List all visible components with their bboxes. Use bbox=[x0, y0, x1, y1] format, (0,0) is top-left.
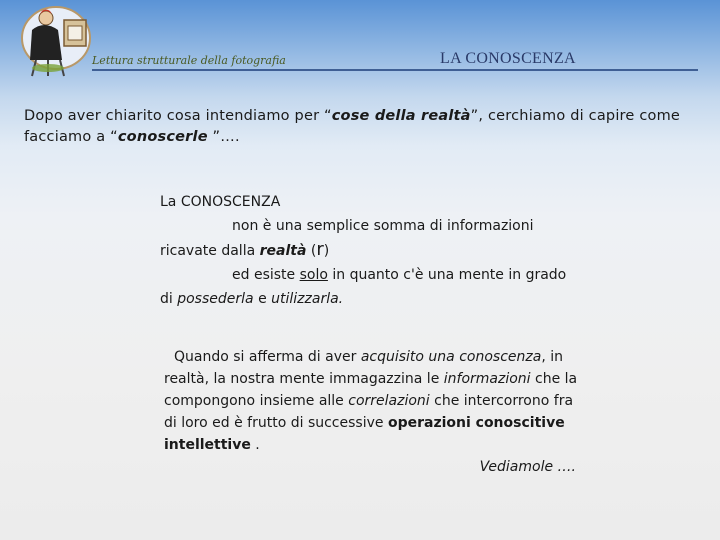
closing-line: Vediamole …. bbox=[479, 459, 576, 475]
reality-symbol: r bbox=[316, 239, 324, 260]
definition-line bbox=[160, 287, 610, 311]
explanation-text: che la compongono insieme alle bbox=[164, 371, 578, 409]
definition-text: ( bbox=[306, 243, 317, 259]
definition-text: e bbox=[253, 291, 272, 307]
definition-emphasis: possederla bbox=[177, 291, 254, 307]
intro-text: ”, cerchiamo di capire come facciamo a “ bbox=[24, 108, 681, 145]
header-divider bbox=[92, 69, 698, 71]
photographer-logo bbox=[18, 4, 96, 78]
definition-emphasis: utilizzarla. bbox=[271, 291, 344, 307]
explanation-paragraph bbox=[164, 346, 584, 478]
intro-emphasis: cose della realtà bbox=[331, 108, 471, 124]
definition-text: ricavate dalla bbox=[160, 243, 260, 259]
explanation-body bbox=[164, 346, 584, 456]
intro-text: Dopo aver chiarito cosa intendiamo per “ bbox=[24, 108, 332, 124]
definition-paragraph bbox=[160, 190, 610, 311]
definition-text: ) bbox=[323, 243, 330, 259]
definition-line bbox=[160, 238, 610, 263]
explanation-text: . bbox=[250, 437, 260, 453]
explanation-text: Quando si afferma di aver bbox=[174, 349, 361, 365]
intro-emphasis: conoscerle bbox=[117, 129, 208, 145]
header-right-title: LA CONOSCENZA bbox=[440, 50, 576, 67]
explanation-text: che intercorrono fra di loro ed è frutto di successive bbox=[164, 393, 574, 431]
definition-text: ed esiste bbox=[232, 267, 300, 283]
definition-text: di bbox=[160, 291, 178, 307]
explanation-emphasis: informazioni bbox=[443, 371, 531, 387]
definition-heading: La CONOSCENZA bbox=[160, 194, 281, 210]
intro-text: ”…. bbox=[207, 129, 240, 145]
explanation-emphasis: correlazioni bbox=[348, 393, 430, 409]
explanation-bold: operazioni conoscitive intellettive bbox=[164, 415, 565, 453]
definition-underlined: solo bbox=[299, 267, 328, 283]
explanation-text: , in realtà, la nostra mente immagazzina le bbox=[164, 349, 563, 387]
explanation-emphasis: acquisito una conoscenza bbox=[360, 349, 542, 365]
definition-text: in quanto c'è una mente in grado bbox=[327, 267, 567, 283]
intro-paragraph bbox=[24, 106, 704, 148]
header-left-title: Lettura strutturale della fotografia bbox=[92, 54, 286, 67]
definition-emphasis: realtà bbox=[259, 243, 307, 259]
definition-line bbox=[160, 263, 610, 287]
definition-line: non è una semplice somma di informazioni bbox=[232, 218, 534, 234]
